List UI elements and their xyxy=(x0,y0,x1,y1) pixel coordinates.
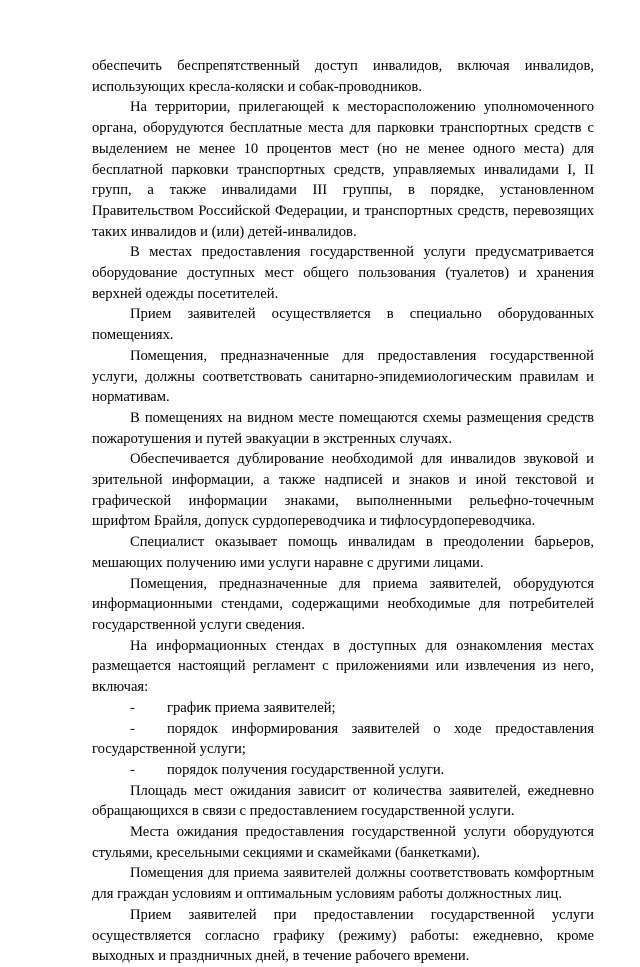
list-item-text: порядок информирования заявителей о ходе предоставления государственной услуги; xyxy=(92,720,594,758)
list-item-text: порядок получения государственной услуги. xyxy=(167,761,445,778)
paragraph-waiting-area: Площадь мест ожидания зависит от количества заявителей, ежедневно обращающихся в связи с предоставлением государственной услуги. xyxy=(92,782,594,820)
document-page xyxy=(92,56,594,967)
list-dash: - xyxy=(130,761,135,778)
paragraph-information-duplication: Обеспечивается дублирование необходимой для инвалидов звуковой и зрительной информации, а также надписей и знаков и иной текстовой и графической информации знаками, выполненными рельефно-точечным шрифтом Брайля, допуск сурдопереводчика и тифлосурдопереводчика. xyxy=(92,451,594,530)
paragraph-parking: На территории, прилегающей к месторасположению уполномоченного органа, оборудуются бесплатные места для парковки транспортных средств с выделением не менее 10 процентов мест (но не менее одного места) для бесплатной парковки транспортных средств, управляемых инвалидами I, II групп, а также инвалидами III группы, в порядке, установленном Правительством Российской Федерации, и транспортных средств, перевозящих таких инвалидов и (или) детей-инвалидов. xyxy=(92,99,594,240)
paragraph-information-stands: Помещения, предназначенные для приема заявителей, оборудуются информационными стендами, содержащими необходимые для потребителей государственной услуги сведения. xyxy=(92,575,594,633)
list-dash: - xyxy=(130,720,135,737)
paragraph-evacuation-schemes: В помещениях на видном месте помещаются схемы размещения средств пожаротушения и путей эвакуации в экстренных случаях. xyxy=(92,409,594,447)
paragraph-comfort-conditions: Помещения для приема заявителей должны соответствовать комфортным для граждан условиям и оптимальным условиям работы должностных лиц. xyxy=(92,865,594,903)
paragraph-stands-content: На информационных стендах в доступных для ознакомления местах размещается настоящий регламент с приложениями или извлечения из него, включая: xyxy=(92,637,594,696)
paragraph-public-facilities: В местах предоставления государственной услуги предусматривается оборудование доступных мест общего пользования (туалетов) и хранения верхней одежды посетителей. xyxy=(92,244,594,302)
paragraph-reception-premises: Прием заявителей осуществляется в специально оборудованных помещениях. xyxy=(92,306,594,344)
list-item-text: график приема заявителей; xyxy=(167,699,336,716)
list-item xyxy=(92,698,594,719)
list-item xyxy=(92,760,594,781)
list-item xyxy=(92,719,594,760)
paragraph-working-schedule: Прием заявителей при предоставлении государственной услуги осуществляется согласно графику (режиму) работы: ежедневно, кроме выходных и праздничных дней, в течение рабочего времени. xyxy=(92,906,594,965)
list-dash: - xyxy=(130,699,135,716)
paragraph-sanitary-rules: Помещения, предназначенные для предоставления государственной услуги, должны соответствовать санитарно-эпидемиологическим правилам и нормативам. xyxy=(92,347,594,406)
paragraph-accessibility-access: обеспечить беспрепятственный доступ инвалидов, включая инвалидов, использующих кресла-коляски и собак-проводников. xyxy=(92,58,594,95)
paragraph-waiting-furniture: Места ожидания предоставления государственной услуги оборудуются стульями, кресельными секциями и скамейками (банкетками). xyxy=(92,824,594,861)
paragraph-specialist-assistance: Специалист оказывает помощь инвалидам в преодолении барьеров, мешающих получению ими услуги наравне с другими лицами. xyxy=(92,534,594,571)
